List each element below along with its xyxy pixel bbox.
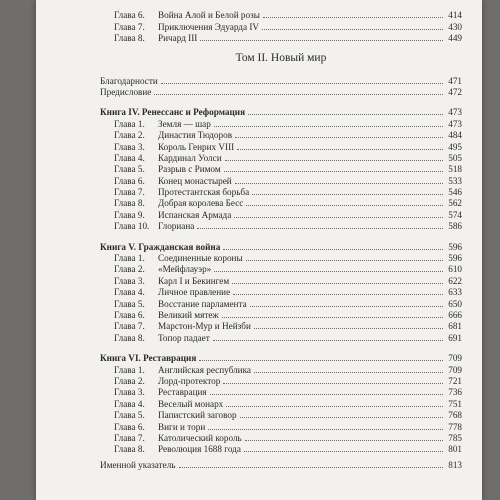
book-title: Книга V. Гражданская война (100, 241, 221, 252)
chapter-number: Глава 6. (114, 421, 145, 432)
toc-row (100, 21, 462, 32)
toc-row (100, 376, 462, 387)
chapter-title: Приключения Эдуарда IV (158, 21, 260, 32)
page-number: 691 (448, 332, 462, 343)
chapter-title: Добрая королева Бесс (158, 198, 244, 209)
chapter-title: Соединенные короны (158, 253, 243, 264)
book-title: Книга VI. Реставрация (100, 353, 197, 364)
leader-dots (246, 259, 443, 261)
page-number: 801 (448, 444, 462, 455)
chapter-title: Протестантская борьба (158, 187, 250, 198)
page-number: 666 (448, 309, 462, 320)
page-number: 505 (448, 152, 462, 163)
toc-row (100, 410, 462, 421)
toc-row (100, 175, 462, 186)
chapter-title: Испанская Армада (158, 209, 232, 220)
toc-row (100, 298, 462, 309)
leader-dots (223, 382, 443, 384)
page-number: 778 (448, 421, 462, 432)
chapter-title: «Мейфлауэр» (158, 264, 212, 275)
page-number: 596 (448, 241, 462, 252)
chapter-title: Конец монастырей (158, 175, 232, 186)
chapter-number: Глава 7. (114, 187, 145, 198)
chapter-title: Веселый монарх (158, 398, 224, 409)
chapter-title: Марстон-Мур и Нейзби (158, 321, 251, 332)
table-of-contents (100, 10, 462, 471)
page-number: 596 (448, 253, 462, 264)
toc-row (100, 75, 462, 86)
chapter-number: Глава 8. (114, 33, 145, 44)
toc-row (100, 332, 462, 343)
toc-row (100, 433, 462, 444)
entry-title: Благодарности (100, 75, 158, 86)
chapter-title: Папистский заговор (158, 410, 237, 421)
toc-row (100, 187, 462, 198)
page-number: 518 (448, 164, 462, 175)
leader-dots (254, 327, 443, 329)
chapter-number: Глава 4. (114, 152, 145, 163)
toc-row (100, 198, 462, 209)
page-number: 562 (448, 198, 462, 209)
chapter-number: Глава 5. (114, 164, 145, 175)
chapter-number: Глава 8. (114, 444, 145, 455)
chapter-title: Революция 1688 года (158, 444, 241, 455)
page-number: 471 (448, 75, 462, 86)
page-number: 751 (448, 398, 462, 409)
chapter-title: Династия Тюдоров (158, 130, 233, 141)
chapter-number: Глава 4. (114, 287, 145, 298)
page-number: 472 (448, 86, 462, 97)
chapter-title: Английская республика (158, 364, 251, 375)
book-iv-chapters (100, 118, 462, 232)
chapter-number: Глава 4. (114, 398, 145, 409)
leader-dots (250, 305, 443, 307)
chapter-title: Кардинал Уолси (158, 152, 222, 163)
leader-dots (263, 16, 443, 18)
chapter-title: Карл I и Бекингем (158, 275, 230, 286)
book-vi-chapters (100, 364, 462, 455)
leader-dots (200, 39, 443, 41)
page-number: 449 (448, 33, 462, 44)
chapter-number: Глава 1. (114, 118, 145, 129)
leader-dots (252, 193, 443, 195)
leader-dots (214, 125, 443, 127)
chapter-number: Глава 2. (114, 264, 145, 275)
page-number: 721 (448, 375, 462, 386)
chapter-title: Земля — шар (158, 118, 211, 129)
toc-row (100, 153, 462, 164)
chapter-number: Глава 1. (114, 253, 145, 264)
leader-dots (197, 227, 443, 229)
page-number: 473 (448, 107, 462, 118)
chapter-number: Глава 2. (114, 375, 145, 386)
chapter-number: Глава 9. (114, 209, 145, 220)
page-number: 813 (448, 459, 462, 470)
page-number: 650 (448, 298, 462, 309)
book-v-chapters (100, 253, 462, 344)
chapter-number: Глава 5. (114, 298, 145, 309)
page-number: 546 (448, 187, 462, 198)
volume-title: Том II. Новый мир (235, 52, 327, 65)
page-number: 430 (448, 21, 462, 32)
leader-dots (233, 293, 443, 295)
leader-dots (199, 359, 443, 361)
chapter-number: Глава 10. (114, 221, 150, 232)
page-number: 681 (448, 321, 462, 332)
leader-dots (234, 216, 443, 218)
page-number: 785 (448, 432, 462, 443)
book-title: Книга IV. Ренессанс и Реформация (100, 107, 246, 118)
toc-row (100, 387, 462, 398)
leader-dots (210, 393, 443, 395)
chapter-title: Король Генрих VIII (158, 141, 235, 152)
toc-row (100, 87, 462, 98)
leader-dots (254, 371, 443, 373)
book-page (36, 0, 482, 500)
leader-dots (179, 466, 443, 468)
chapter-number: Глава 3. (114, 141, 145, 152)
toc-row (100, 287, 462, 298)
leader-dots (232, 282, 443, 284)
chapter-number: Глава 6. (114, 309, 145, 320)
leader-dots (208, 428, 443, 430)
toc-row (100, 364, 462, 375)
leader-dots (222, 316, 443, 318)
chapter-number: Глава 6. (114, 175, 145, 186)
toc-row (100, 10, 462, 21)
page-number: 533 (448, 175, 462, 186)
page-number: 610 (448, 264, 462, 275)
page-number: 574 (448, 209, 462, 220)
leader-dots (245, 439, 443, 441)
chapter-title: Восстание парламента (158, 298, 247, 309)
leader-dots (235, 136, 443, 138)
page-number: 586 (448, 221, 462, 232)
toc-row (100, 421, 462, 432)
entry-title: Именной указатель (100, 459, 176, 470)
chapter-title: Глориана (158, 221, 195, 232)
leader-dots (161, 82, 443, 84)
chapter-number: Глава 5. (114, 410, 145, 421)
toc-row (100, 164, 462, 175)
toc-row (100, 130, 462, 141)
chapter-number: Глава 7. (114, 432, 145, 443)
leader-dots (226, 405, 443, 407)
leader-dots (224, 170, 443, 172)
chapter-title: Великий мятеж (158, 309, 219, 320)
chapter-title: Католический король (158, 432, 242, 443)
chapter-number: Глава 3. (114, 275, 145, 286)
leader-dots (223, 248, 443, 250)
toc-row (100, 264, 462, 275)
toc-row (100, 310, 462, 321)
toc-row (100, 33, 462, 44)
toc-row (100, 321, 462, 332)
leader-dots (214, 270, 443, 272)
page-number: 484 (448, 130, 462, 141)
chapter-title: Реставрация (158, 387, 207, 398)
toc-row (100, 444, 462, 455)
chapter-number: Глава 7. (114, 321, 145, 332)
book-heading (100, 241, 462, 252)
page-number: 768 (448, 410, 462, 421)
page-number: 495 (448, 141, 462, 152)
leader-dots (213, 339, 443, 341)
leader-dots (244, 450, 443, 452)
chapter-number: Глава 1. (114, 364, 145, 375)
toc-row (100, 398, 462, 409)
toc-row (100, 141, 462, 152)
chapter-title: Разрыв с Римом (158, 164, 221, 175)
chapter-title: Личное правление (158, 287, 231, 298)
leader-dots (235, 182, 443, 184)
chapter-title: Ричард III (158, 33, 198, 44)
chapter-number: Глава 3. (114, 387, 145, 398)
toc-row (100, 209, 462, 220)
chapter-number: Глава 8. (114, 198, 145, 209)
leader-dots (262, 28, 443, 30)
page-number: 622 (448, 275, 462, 286)
chapter-title: Лорд-протектор (158, 375, 221, 386)
leader-dots (240, 416, 443, 418)
toc-row (100, 459, 462, 470)
chapter-title: Война Алой и Белой розы (158, 10, 260, 21)
book-heading (100, 107, 462, 118)
book-heading (100, 353, 462, 364)
toc-row (100, 275, 462, 286)
leader-dots (225, 159, 443, 161)
page-number: 709 (448, 353, 462, 364)
toc-row (100, 221, 462, 232)
leader-dots (154, 93, 443, 95)
chapter-title: Виги и тори (158, 421, 206, 432)
chapter-number: Глава 7. (114, 21, 145, 32)
entry-title: Предисловие (100, 86, 152, 97)
leader-dots (237, 148, 443, 150)
chapter-number: Глава 2. (114, 130, 145, 141)
toc-row (100, 118, 462, 129)
page-number: 709 (448, 364, 462, 375)
chapter-number: Глава 8. (114, 332, 145, 343)
page-number: 736 (448, 387, 462, 398)
page-number: 414 (448, 10, 462, 21)
page-number: 473 (448, 118, 462, 129)
chapter-number: Глава 6. (114, 10, 145, 21)
chapter-title: Топор падает (158, 332, 210, 343)
leader-dots (246, 204, 443, 206)
toc-row (100, 253, 462, 264)
leader-dots (248, 113, 443, 115)
page-number: 633 (448, 287, 462, 298)
